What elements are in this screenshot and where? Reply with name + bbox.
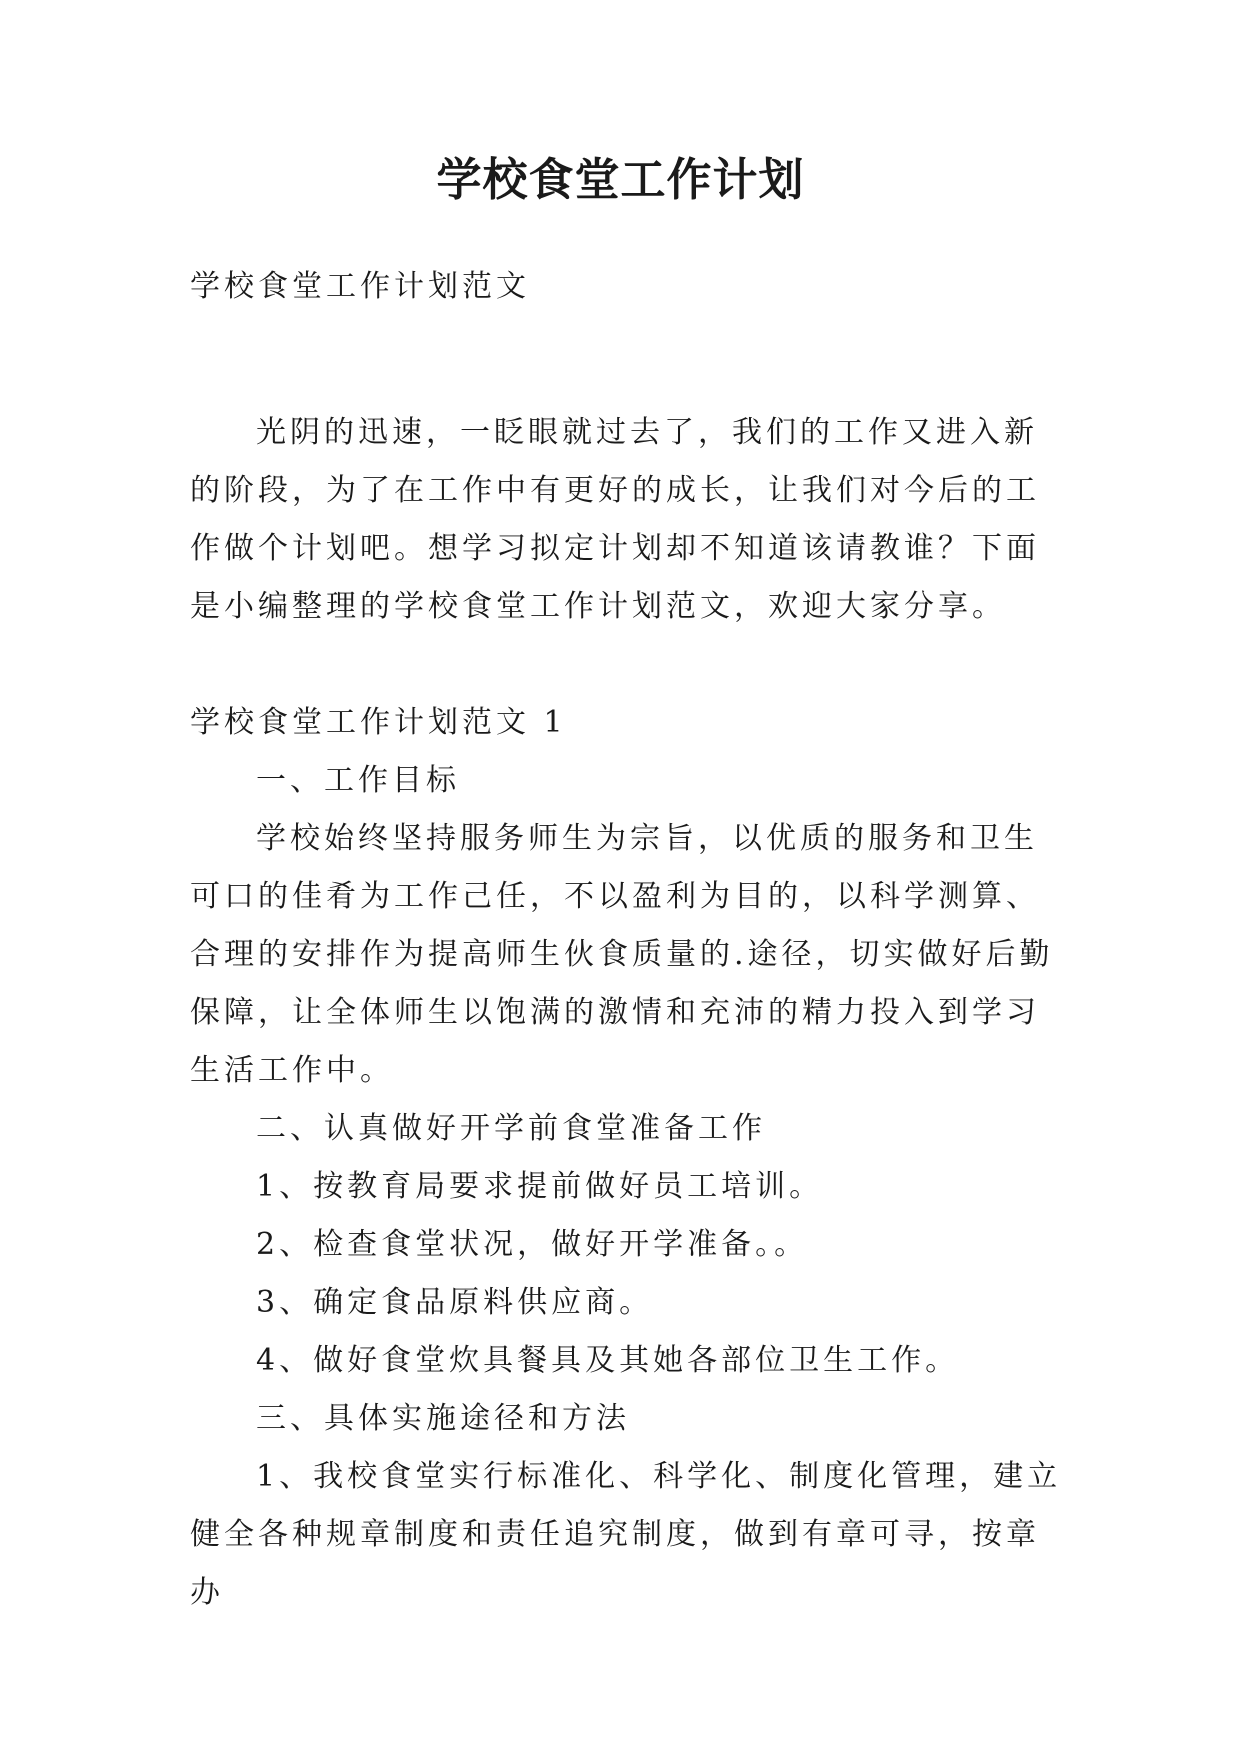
- list-item: 2、检查食堂状况，做好开学准备。。: [256, 1227, 809, 1262]
- list-item: 1、按教育局要求提前做好员工培训。: [256, 1169, 824, 1204]
- document-subtitle: 学校食堂工作计划范文: [190, 269, 530, 304]
- part2-heading: 二、认真做好开学前食堂准备工作: [256, 1111, 766, 1146]
- section-title: 学校食堂工作计划范文 1: [190, 705, 567, 740]
- part1-paragraph: 学校始终坚持服务师生为宗旨，以优质的服务和卫生可口的佳肴为工作己任，不以盈利为目的，以科学测算、合理的安排作为提高师生伙食质量的.途径，切实做好后勤保障，让全体师生以饱满的激情和充沛的精力投入到学习生活工作中。: [190, 821, 1054, 1088]
- intro-paragraph: 光阴的迅速，一眨眼就过去了，我们的工作又进入新的阶段，为了在工作中有更好的成长，让我们对今后的工作做个计划吧。想学习拟定计划却不知道该请教谁？下面是小编整理的学校食堂工作计划范文，欢迎大家分享。: [190, 415, 1040, 624]
- part3-heading: 三、具体实施途径和方法: [256, 1401, 630, 1436]
- document-title: 学校食堂工作计划: [436, 153, 805, 206]
- part1-heading: 一、工作目标: [256, 763, 460, 798]
- list-item: 3、确定食品原料供应商。: [256, 1285, 654, 1320]
- document-body: [190, 404, 1070, 1622]
- list-item: 4、做好食堂炊具餐具及其她各部位卫生工作。: [256, 1343, 960, 1378]
- part3-paragraph: 1、我校食堂实行标准化、科学化、制度化管理，建立健全各种规章制度和责任追究制度，做到有章可寻，按章办: [190, 1459, 1062, 1610]
